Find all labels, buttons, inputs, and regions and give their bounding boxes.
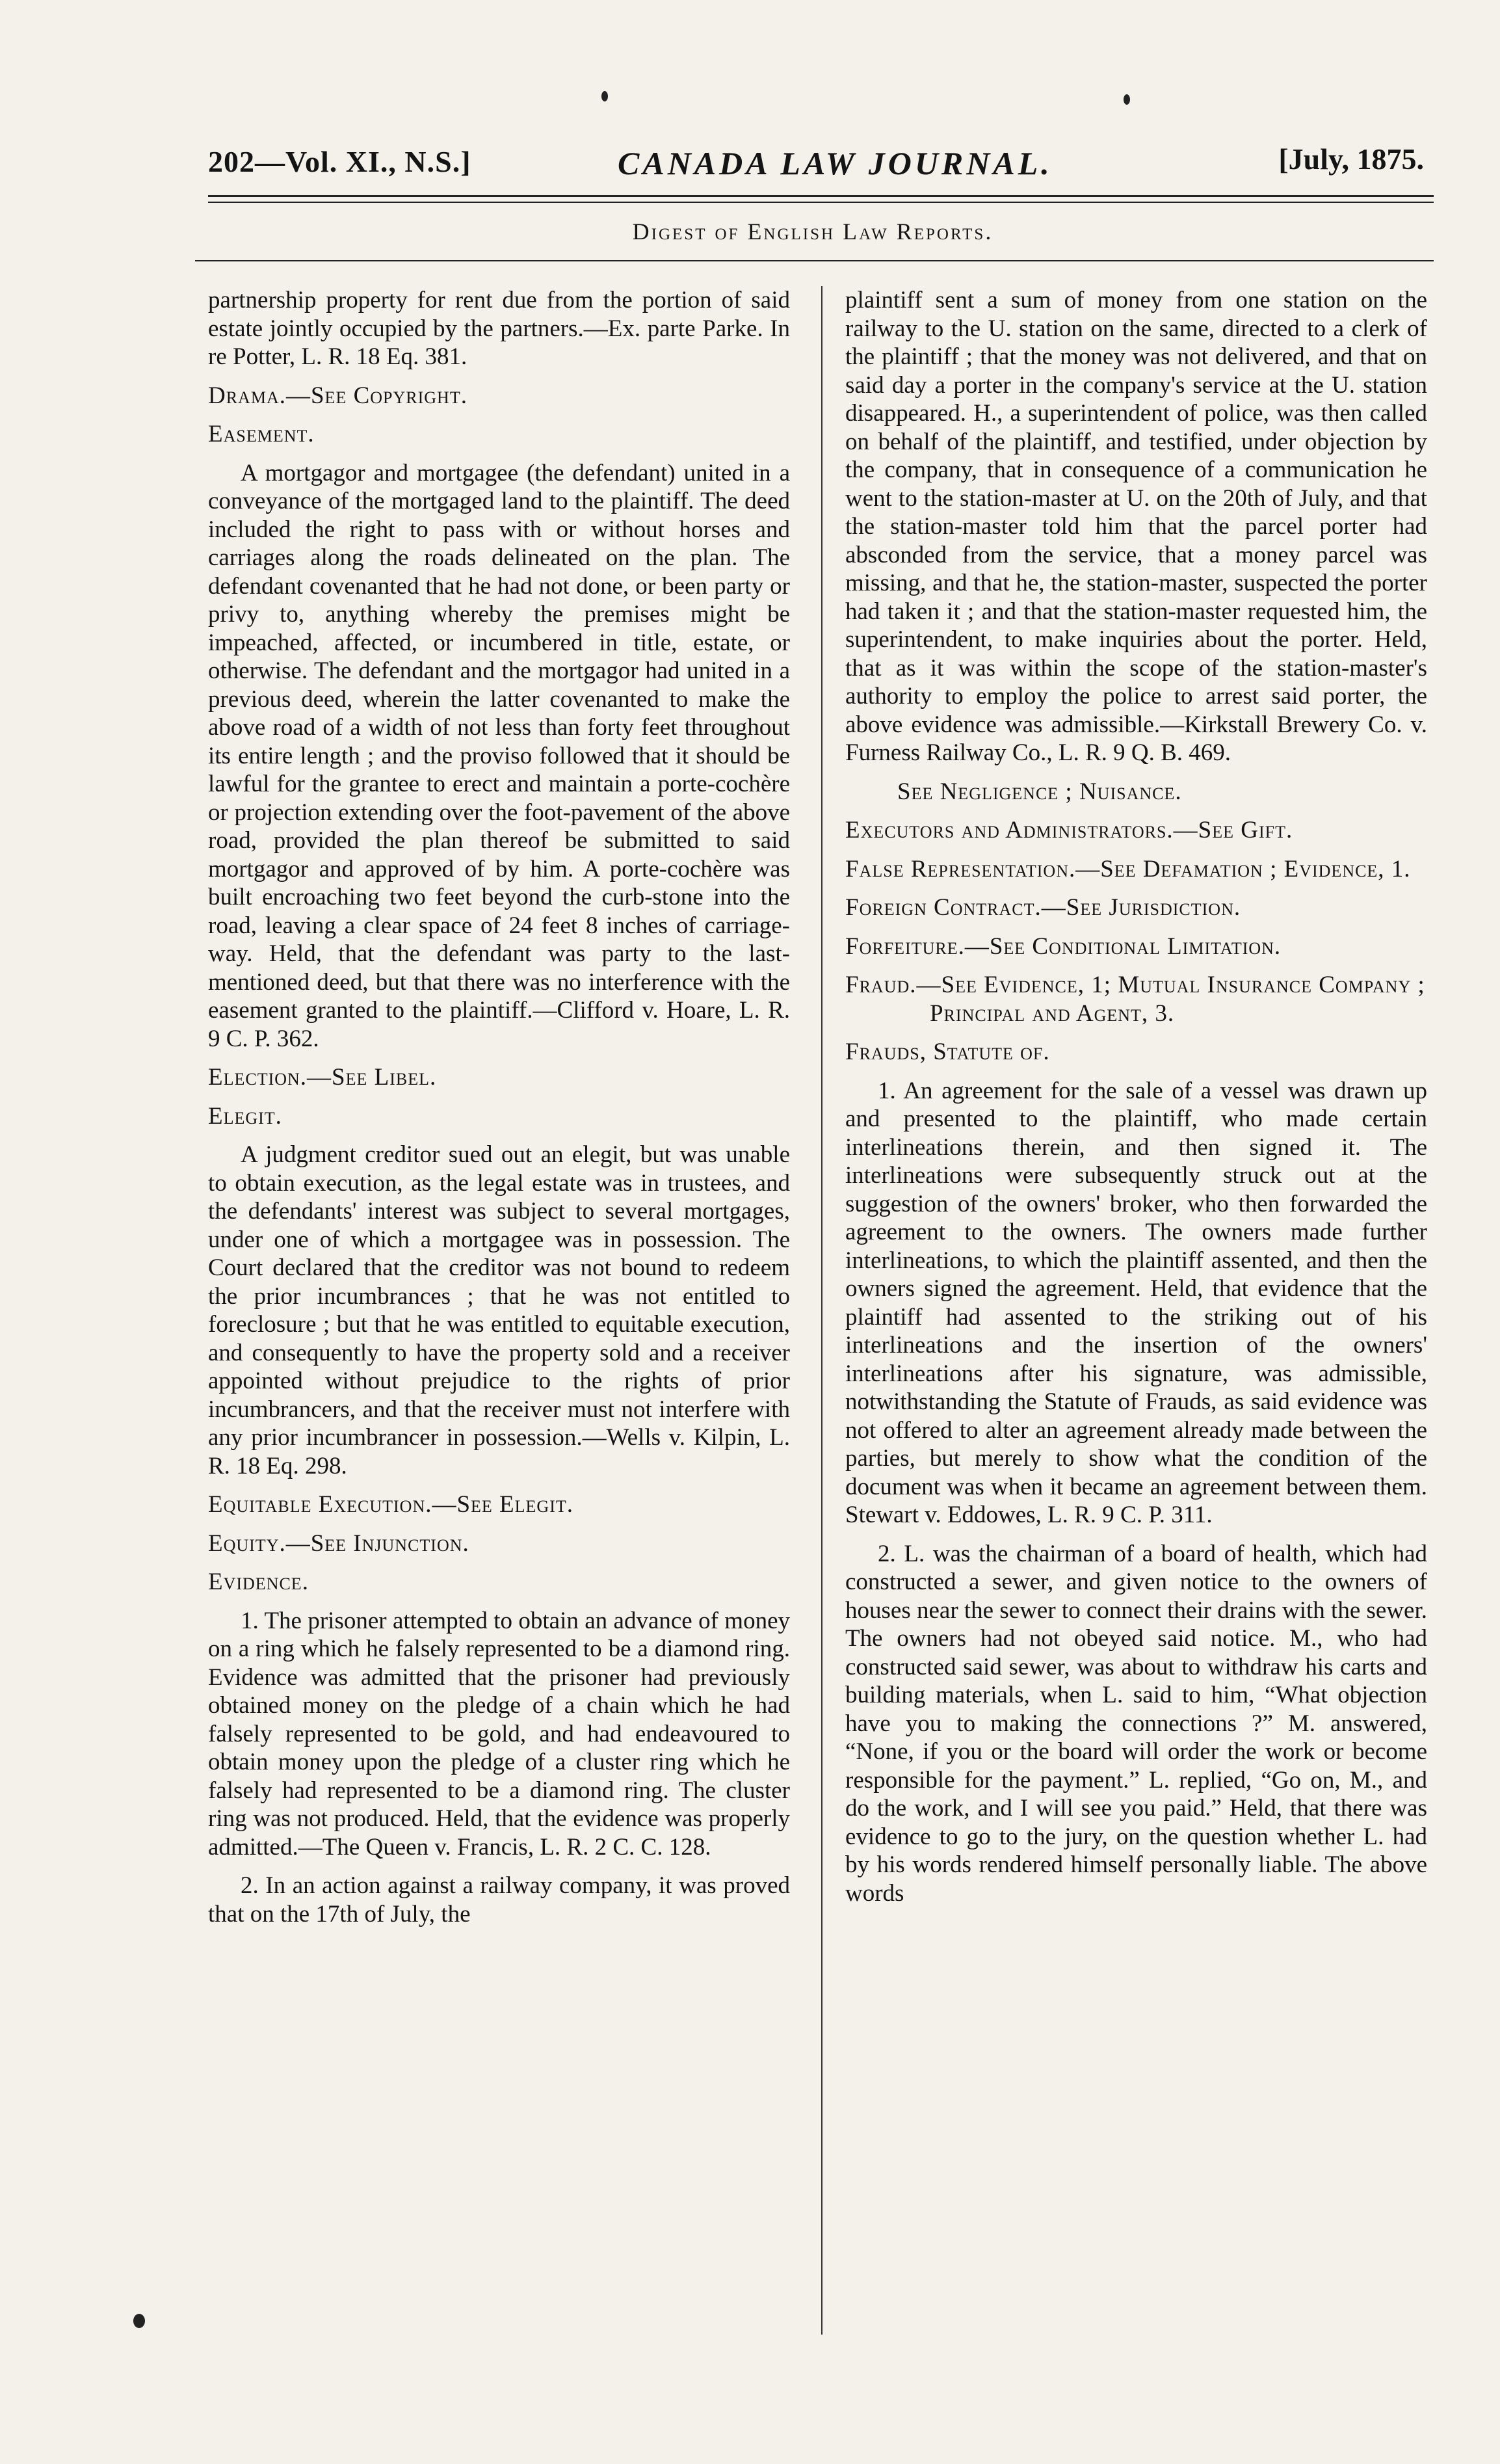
- header-rule-bottom: [208, 202, 1434, 203]
- case-paragraph: A mortgagor and mortgagee (the defendant) united in a conveyance of the mortgaged land to the plaintiff. The deed included the right to pass with or without horses and carriages along the roads delineated on the plan. The defendant covenanted that he had not done, or been party or privy to, anything whereby the premises might be impeached, affected, or incumbered in title, estate, or otherwise. The defendant and the mortgagor had united in a previous deed, wherein the latter covenanted to make the above road of a width of not less than forty feet throughout its entire length ; and the proviso followed that it should be lawful for the grantee to erect and maintain a porte-cochère or projection extending over the foot-pavement of the above road, provided the plan thereof be submitted to said mortgagor and approved of by him. A porte-cochère was built encroaching two feet beyond the curb-stone into the road, leaving a clear space of 24 feet 8 inches of carriage-way. Held, that the defendant was party to the last-mentioned deed, but that there was no interference with the easement granted to the plaintiff.—Clifford v. Hoare, L. R. 9 C. P. 362.: [208, 459, 790, 1052]
- left-column: [208, 286, 790, 2335]
- right-column: [845, 286, 1427, 2335]
- subheader-rule: [195, 260, 1434, 261]
- digest-heading: Executors and Administrators.—See Gift.: [845, 817, 1293, 843]
- issue-date: [July, 1875.: [1278, 142, 1424, 176]
- column-divider: [821, 286, 822, 2335]
- digest-heading: Drama.—See Copyright.: [208, 382, 467, 409]
- cross-reference: See Negligence ; Nuisance.: [897, 778, 1182, 805]
- digest-heading: Foreign Contract.—See Jurisdiction.: [845, 894, 1241, 921]
- ink-blot-mark: [133, 2314, 145, 2328]
- section-subheader: Digest of English Law Reports.: [632, 219, 993, 245]
- case-paragraph: 2. In an action against a railway company, it was proved that on the 17th of July, the: [208, 1872, 790, 1927]
- digest-heading: Elegit.: [208, 1102, 282, 1130]
- digest-heading: Frauds, Statute of.: [845, 1039, 1050, 1065]
- case-paragraph: 2. L. was the chairman of a board of health, which had constructed a sewer, and given notice to the owners of houses near the sewer to connect their drains with the sewer. The owners had not obeyed said notice. M., who had constructed said sewer, was about to withdraw his carts and building materials, when L. said to him, “What objection have you to making the connections ?” M. answered, “None, if you or the board will order the work or become responsible for the payment.” L. replied, “Go on, M., and do the work, and I will see you paid.” Held, that there was evidence to go to the jury, on the question whether L. had by his words rendered himself personally liable. The above words: [845, 1540, 1427, 1907]
- ink-speck-mark: [1124, 94, 1130, 105]
- header-rule-top: [208, 195, 1434, 197]
- digest-heading: Evidence.: [208, 1569, 309, 1595]
- continued-paragraph: plaintiff sent a sum of money from one station on the railway to the U. station on the same, directed to a clerk of the plaintiff ; that the money was not delivered, and that on said day a porter in the company's service at the U. station disappeared. H., a superintendent of police, was then called on behalf of the plaintiff, and testified, under objection by the company, that in consequence of a communication he went to the station-master at U. on the 20th of July, and that the station-master told him that the parcel porter had absconded from the service, that a money parcel was missing, and that he, the station-master, suspected the porter had taken it ; and that the station-master requested him, the superintendent, to make inquiries about the porter. Held, that as it was within the scope of the station-master's authority to employ the police to arrest said porter, the above evidence was admissible.—Kirkstall Brewery Co. v. Furness Railway Co., L. R. 9 Q. B. 469.: [845, 287, 1427, 766]
- digest-heading: Fraud.—See Evidence, 1; Mutual Insurance Company ; Principal and Agent, 3.: [845, 972, 1425, 1027]
- continued-paragraph: partnership property for rent due from the portion of said estate jointly occupied by the partners.—Ex. parte Parke. In re Potter, L. R. 18 Eq. 381.: [208, 287, 790, 370]
- digest-heading: Equity.—See Injunction.: [208, 1530, 469, 1557]
- digest-heading: Forfeiture.—See Conditional Limitation.: [845, 933, 1282, 960]
- digest-heading: False Representation.—See Defamation ; Evidence, 1.: [845, 855, 1411, 882]
- case-paragraph: 1. The prisoner attempted to obtain an advance of money on a ring which he falsely represented to be a diamond ring. Evidence was admitted that the prisoner had previously obtained money on the pledge of a chain which he had falsely represented to be gold, and had endeavoured to obtain money upon the pledge of a cluster ring which he falsely had represented to be a diamond ring. The cluster ring was not produced. Held, that the evidence was properly admitted.—The Queen v. Francis, L. R. 2 C. C. 128.: [208, 1607, 790, 1861]
- ink-speck-mark: [601, 91, 608, 101]
- journal-title: CANADA LAW JOURNAL.: [618, 145, 1053, 181]
- case-paragraph: A judgment creditor sued out an elegit, but was unable to obtain execution, as the legal estate was in trustees, and the defendants' interest was subject to several mortgages, under one of which a mortgagee was in possession. The Court declared that the creditor was not bound to redeem the prior incumbrances ; that he was not entitled to foreclosure ; but that he was entitled to equitable execution, and consequently to have the property sold and a receiver appointed without prejudice to the rights of prior incumbrancers, and that the receiver must not interfere with any prior incumbrancer in possession.—Wells v. Kilpin, L. R. 18 Eq. 298.: [208, 1141, 790, 1479]
- page-volume-label: 202—Vol. XI., N.S.]: [208, 145, 471, 178]
- digest-heading: Election.—See Libel.: [208, 1064, 437, 1091]
- digest-heading: Equitable Execution.—See Elegit.: [208, 1491, 573, 1518]
- case-paragraph: 1. An agreement for the sale of a vessel was drawn up and presented to the plaintiff, who made certain interlineations therein, and then signed it. The interlineations were subsequently struck out at the suggestion of the owners' broker, who then forwarded the agreement to the owners. The owners made further interlineations, to which the plaintiff assented, and then the owners signed the agreement. Held, that evidence that the plaintiff had assented to the striking out of his interlineations and the insertion of the owners' interlineations after his signature, was admissible, notwithstanding the Statute of Frauds, as said evidence was not offered to alter an agreement already made between the parties, but merely to show what the condition of the document was when it became an agreement between them. Stewart v. Eddowes, L. R. 9 C. P. 311.: [845, 1077, 1427, 1528]
- running-header: [195, 130, 1430, 195]
- digest-heading: Easement.: [208, 421, 315, 447]
